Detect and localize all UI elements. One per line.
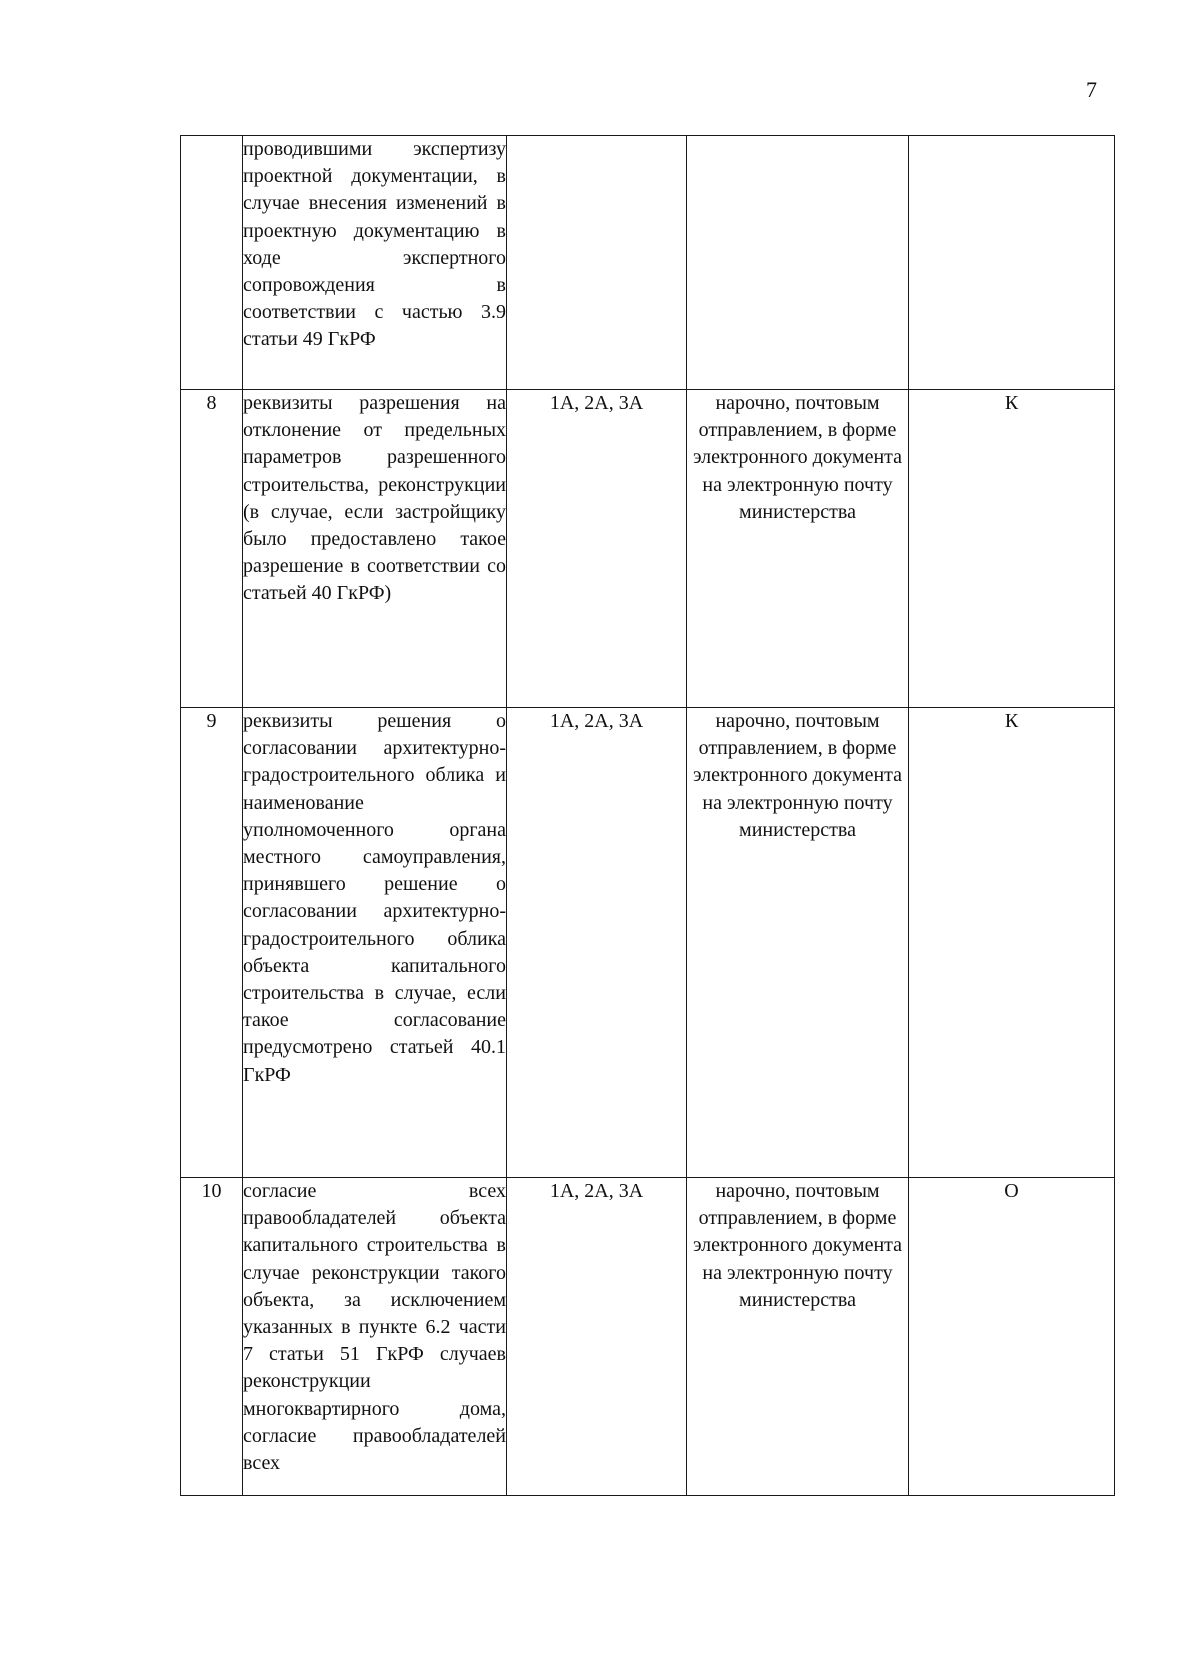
row-number: 10 [181, 1178, 243, 1496]
table-row [181, 390, 1115, 708]
row-codes: 1А, 2А, 3А [507, 390, 687, 708]
row-codes: 1А, 2А, 3А [507, 708, 687, 1178]
row-description: согласие всех правообладателей объекта капитального строительства в случае реконструкции такого объекта, за исключением указанных в пункте 6.2 части 7 статьи 51 ГкРФ случаев реконструкции многоквартирного дома, согласие правообладателей всех [243, 1178, 507, 1496]
row-codes: 1А, 2А, 3А [507, 1178, 687, 1496]
row-method: нарочно, почтовым отправлением, в форме электронного документа на электронную почту министерства [687, 390, 909, 708]
row-number [181, 136, 243, 390]
page-number: 7 [1086, 77, 1097, 102]
table-row [181, 136, 1115, 390]
row-description: проводившими экспертизу проектной документации, в случае внесения изменений в проектную документацию в ходе экспертного сопровождения в соответствии с частью 3.9 статьи 49 ГкРФ [243, 136, 507, 390]
row-flag: О [909, 1178, 1115, 1496]
row-method [687, 136, 909, 390]
row-method: нарочно, почтовым отправлением, в форме электронного документа на электронную почту министерства [687, 1178, 909, 1496]
row-method: нарочно, почтовым отправлением, в форме электронного документа на электронную почту министерства [687, 708, 909, 1178]
table-row [181, 1178, 1115, 1496]
table-row [181, 708, 1115, 1178]
row-number: 8 [181, 390, 243, 708]
row-flag: К [909, 390, 1115, 708]
row-flag: К [909, 708, 1115, 1178]
row-flag [909, 136, 1115, 390]
row-codes [507, 136, 687, 390]
row-description: реквизиты разрешения на отклонение от предельных параметров разрешенного строительства, реконструкции (в случае, если застройщику было предоставлено такое разрешение в соответствии со статьей 40 ГкРФ) [243, 390, 507, 708]
requirements-table [180, 135, 1115, 1496]
row-description: реквизиты решения о согласовании архитектурно-градостроительного облика и наименование уполномоченного органа местного самоуправления, принявшего решение о согласовании архитектурно-градостроительного облика объекта капитального строительства в случае, если такое согласование предусмотрено статьей 40.1 ГкРФ [243, 708, 507, 1178]
row-number: 9 [181, 708, 243, 1178]
